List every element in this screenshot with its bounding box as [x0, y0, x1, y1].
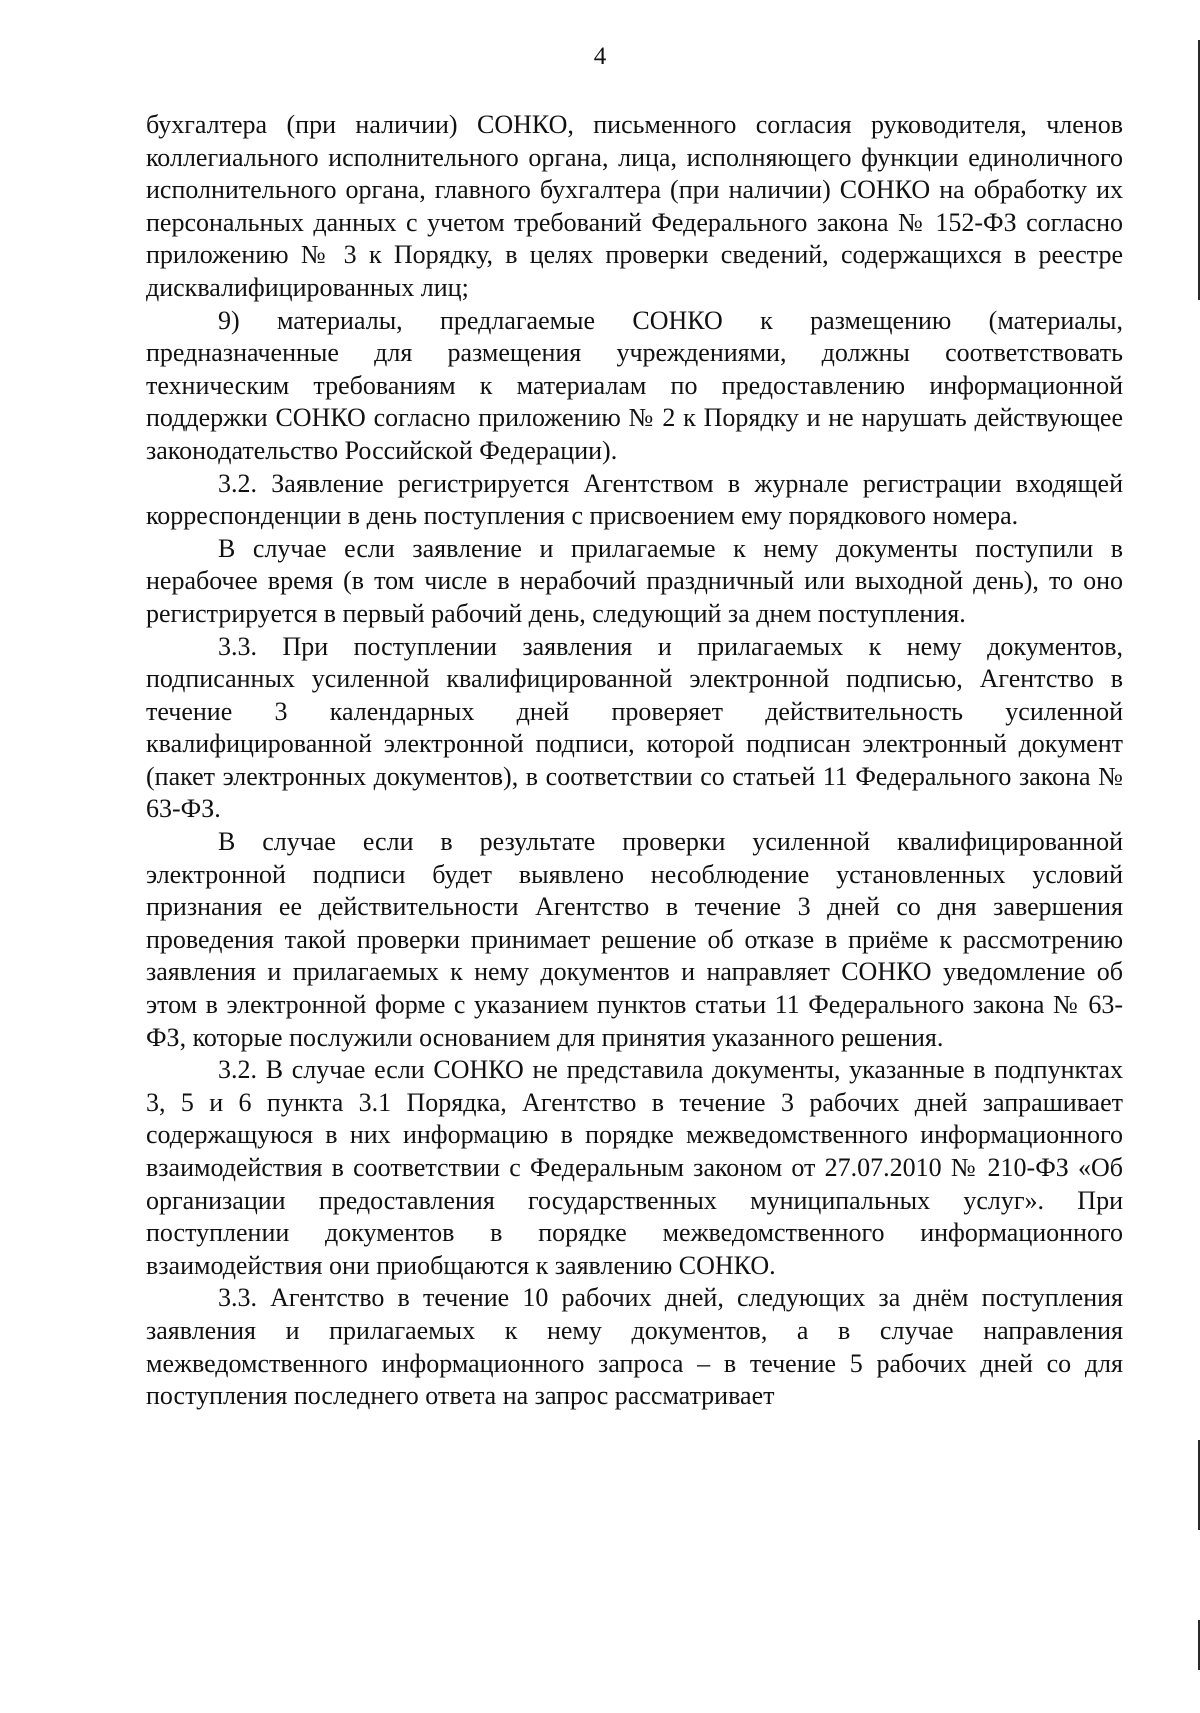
document-body	[146, 109, 1123, 1413]
paragraph-item-9: 9) материалы, предлагаемые СОНКО к размещению (материалы, предназначенные для размещения учреждениями, должны соответствовать техническим требованиям к материалам по предоставлению информационной поддержки СОНКО согласно приложению № 2 к Порядку и не нарушать действующее законодательство Российской Федерации).	[146, 305, 1123, 465]
paragraph-non-working-time: В случае если заявление и прилагаемые к нему документы поступили в нерабочее время (в том числе в нерабочий праздничный или выходной день), то оно регистрируется в первый рабочий день, следующий за днем поступления.	[146, 533, 1123, 628]
paragraph-3-2-interagency-request: 3.2. В случае если СОНКО не представила документы, указанные в подпунктах 3, 5 и 6 пункта 3.1 Порядка, Агентство в течение 3 рабочих дней запрашивает содержащуюся в них информацию в порядке межведомственного информационного взаимодействия в соответствии с Федеральным законом от 27.07.2010 № 210-ФЗ «Об организации предоставления государственных муниципальных услуг». При поступлении документов в порядке межведомственного информационного взаимодействия они приобщаются к заявлению СОНКО.	[146, 1055, 1123, 1280]
paragraph-continuation: бухгалтера (при наличии) СОНКО, письменного согласия руководителя, членов коллегиального исполнительного органа, лица, исполняющего функции единоличного исполнительного органа, главного бухгалтера (при наличии) СОНКО на обработку их персональных данных с учетом требований Федерального закона № 152-ФЗ согласно приложению № 3 к Порядку, в целях проверки сведений, содержащихся в реестре дисквалифицированных лиц;	[146, 110, 1123, 302]
page-number: 4	[593, 43, 607, 70]
paragraph-3-2-registration: 3.2. Заявление регистрируется Агентством в журнале регистрации входящей корреспонденции в день поступления с присвоением ему порядкового номера.	[146, 468, 1123, 531]
paragraph-3-3-signature-check: 3.3. При поступлении заявления и прилагаемых к нему документов, подписанных усиленной квалифицированной электронной подписью, Агентство в течение 3 календарных дней проверяет действительность усиленной квалифицированной электронной подписи, которой подписан электронный документ (пакет электронных документов), в соответствии со статьей 11 Федерального закона № 63-ФЗ.	[146, 631, 1123, 824]
paragraph-signature-refusal: В случае если в результате проверки усиленной квалифицированной электронной подписи будет выявлено несоблюдение установленных условий признания ее действительности Агентство в течение 3 дней со дня завершения проведения такой проверки принимает решение об отказе в приёме к рассмотрению заявления и прилагаемых к нему документов и направляет СОНКО уведомление об этом в электронной форме с указанием пунктов статьи 11 Федерального закона № 63-ФЗ, которые послужили основанием для принятия указанного решения.	[146, 827, 1123, 1052]
paragraph-3-3-review-period: 3.3. Агентство в течение 10 рабочих дней, следующих за днём поступления заявления и прилагаемых к нему документов, а в случае направления межведомственного информационного запроса – в течение 5 рабочих дней со для поступления последнего ответа на запрос рассматривает	[146, 1283, 1123, 1411]
